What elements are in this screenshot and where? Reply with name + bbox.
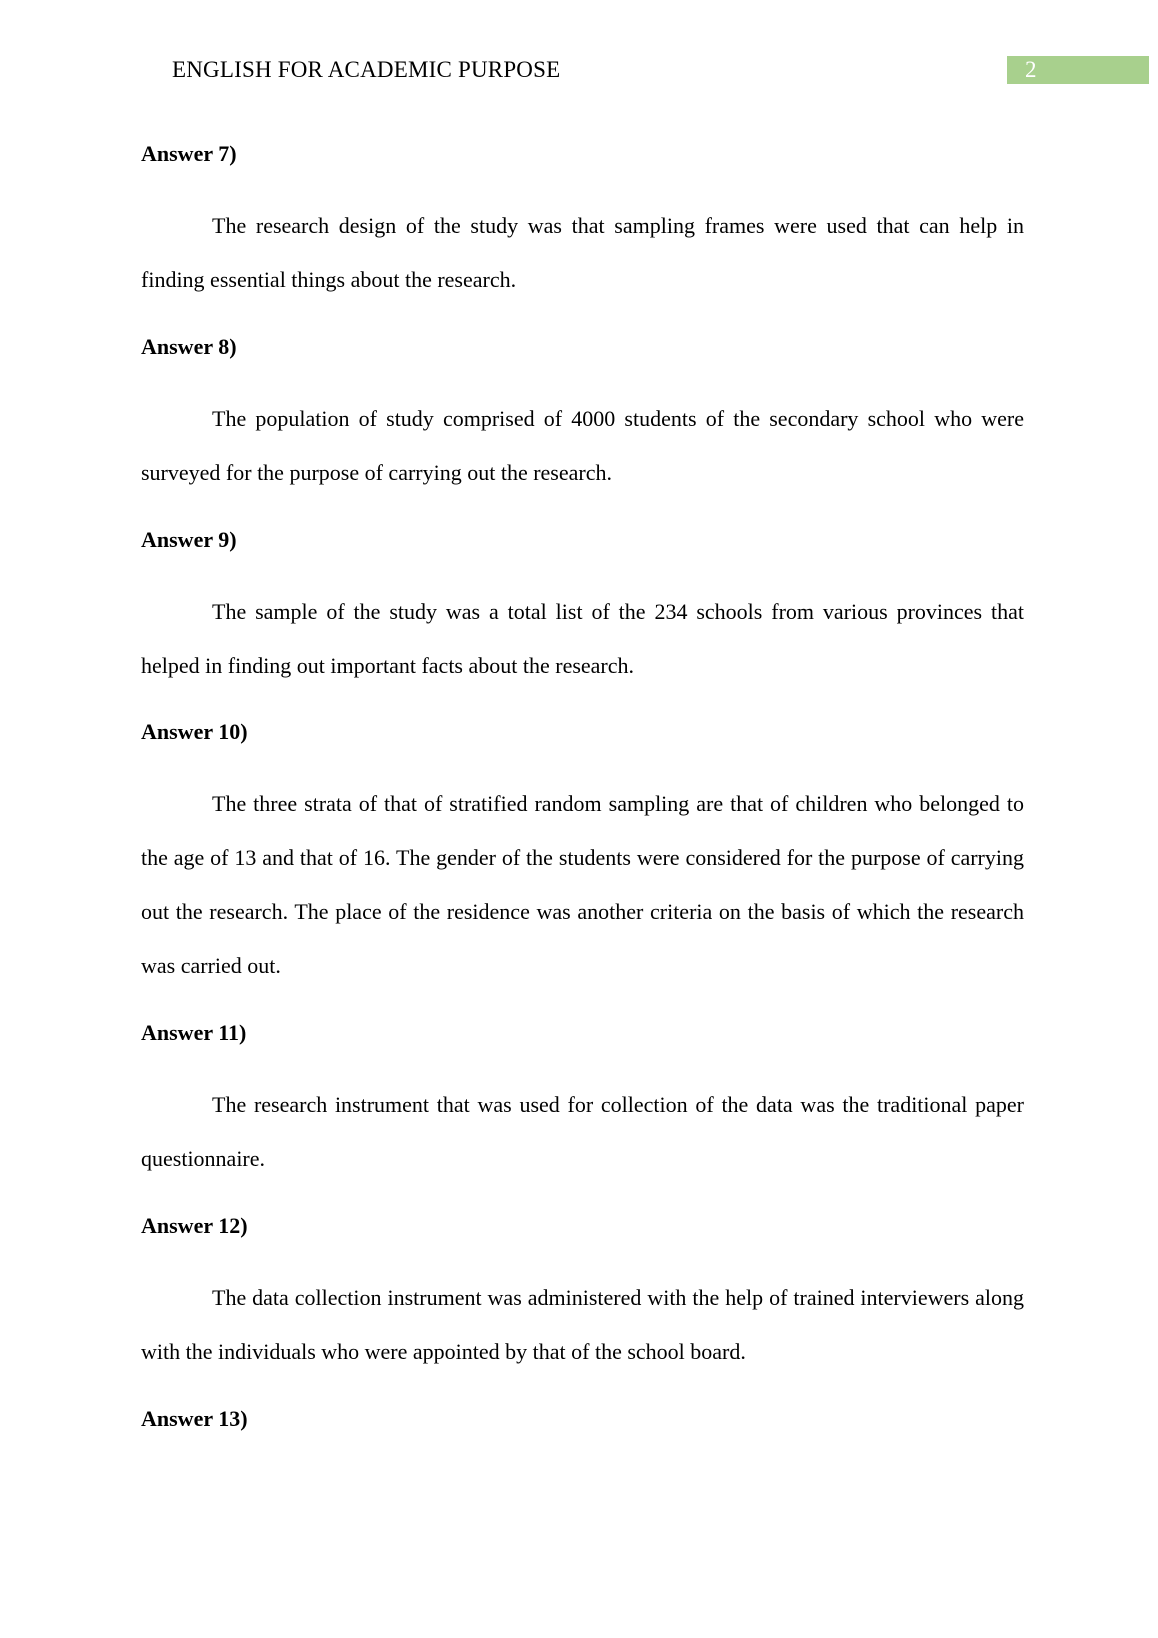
answer-9-heading: Answer 9) <box>141 527 237 552</box>
answer-10-paragraph: The three strata of that of stratified random sampling are that of children who belonged to the age of 13 and that of 16. The gender of the students were considered for the purpose of carrying out the research. The place of the residence was another criteria on the basis of which the research was carried out. <box>141 791 1024 978</box>
answer-12-heading: Answer 12) <box>141 1213 248 1238</box>
answer-8-heading: Answer 8) <box>141 334 237 359</box>
answer-9-paragraph: The sample of the study was a total list of the 234 schools from various provinces that helped in finding out important facts about the research. <box>141 599 1024 678</box>
answer-11-paragraph: The research instrument that was used for collection of the data was the traditional paper questionnaire. <box>141 1092 1024 1171</box>
page-number: 2 <box>1025 57 1037 82</box>
answer-7-heading: Answer 7) <box>141 141 237 166</box>
answer-12-paragraph: The data collection instrument was administered with the help of trained interviewers along with the individuals who were appointed by that of the school board. <box>141 1285 1024 1364</box>
answer-8-paragraph: The population of study comprised of 4000 students of the secondary school who were surveyed for the purpose of carrying out the research. <box>141 406 1024 485</box>
running-header-title: ENGLISH FOR ACADEMIC PURPOSE <box>172 57 561 82</box>
answer-13-heading: Answer 13) <box>141 1406 248 1431</box>
answer-11-heading: Answer 11) <box>141 1020 247 1045</box>
answer-7-paragraph: The research design of the study was that sampling frames were used that can help in finding essential things about the research. <box>141 213 1024 292</box>
answer-10-heading: Answer 10) <box>141 719 248 744</box>
page-number-box <box>1007 56 1149 84</box>
